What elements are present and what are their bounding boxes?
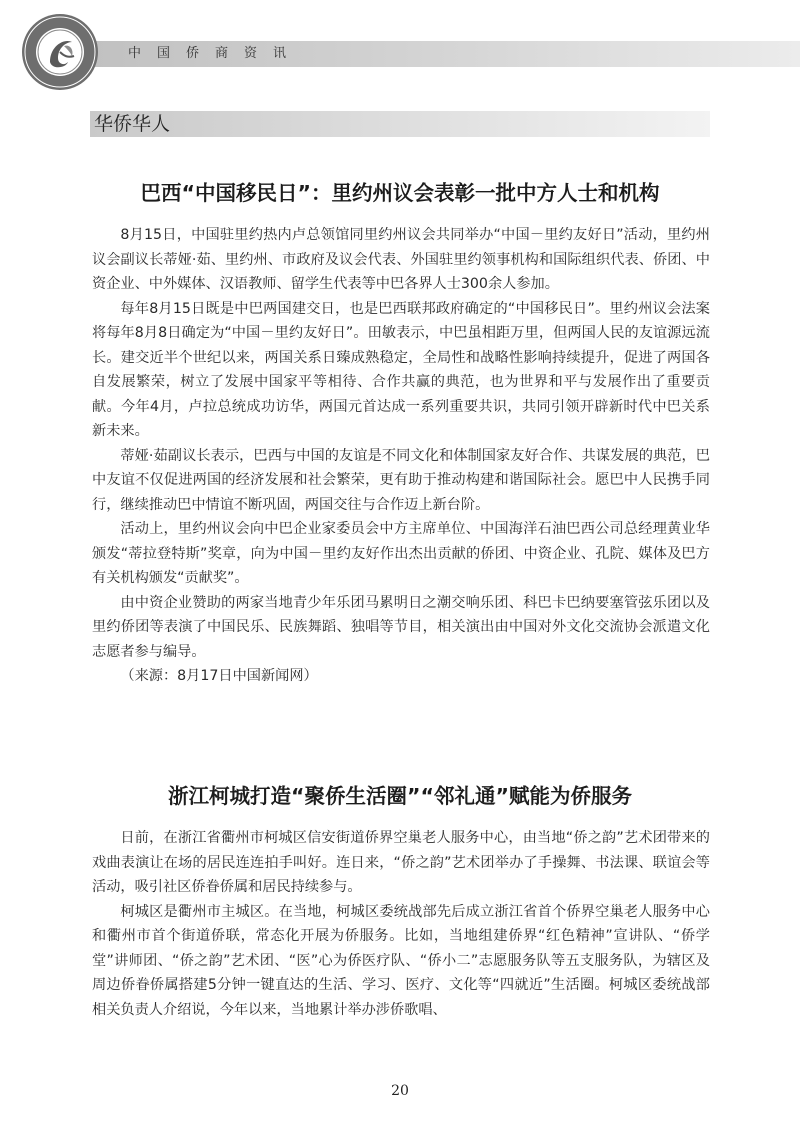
- section-title: 华侨华人: [94, 113, 171, 135]
- article-2-body: [92, 826, 710, 1022]
- article-2-paragraph-2: 柯城区是衢州市主城区。在当地，柯城区委统战部先后成立浙江省首个侨界空巢老人服务中心和衢州市首个街道侨联，常态化开展为侨服务。比如，当地组建侨界“红色精神”宣讲队、“侨学堂”讲师团、“侨之韵”艺术团、“医”心为侨医疗队、“侨小二”志愿服务队等五支服务队，为辖区及周边侨眷侨属搭建5分钟一键直达的生活、学习、医疗、文化等“四就近”生活圈。柯城区委统战部相关负责人介绍说，今年以来，当地累计举办涉侨歌唱、: [92, 903, 710, 1018]
- article-1-paragraph-4: 活动上，里约州议会向中巴企业家委员会中方主席单位、中国海洋石油巴西公司总经理黄业华颁发“蒂拉登特斯”奖章，向为中国－里约友好作出杰出贡献的侨团、中资企业、孔院、媒体及巴方有关机构颁发“贡献奖”。: [92, 521, 710, 586]
- header-title: 中国侨商资讯: [128, 46, 303, 61]
- page-number: 20: [391, 1083, 409, 1099]
- article-1-paragraph-5: 由中资企业赞助的两家当地青少年乐团马累明日之潮交响乐团、科巴卡巴纳要塞管弦乐团以及里约侨团等表演了中国民乐、民族舞蹈、独唱等节目，相关演出由中国对外文化交流协会派遣文化志愿者参与编导。: [92, 594, 710, 660]
- article-1-body: [92, 223, 710, 689]
- article-1-paragraph-3: 蒂娅·茹副议长表示，巴西与中国的友谊是不同文化和体制国家友好合作、共谋发展的典范，巴中友谊不仅促进两国的经济发展和社会繁荣，更有助于推动构建和谐国际社会。愿巴中人民携手同行，继续推动巴中情谊不断巩固，两国交往与合作迈上新台阶。: [92, 447, 710, 513]
- article-1-title: 巴西“中国移民日”：里约州议会表彰一批中方人士和机构: [140, 181, 660, 205]
- article-2-title: 浙江柯城打造“聚侨生活圈”“邻礼通”赋能为侨服务: [168, 784, 632, 808]
- article-1-source: （来源：8月17日中国新闻网）: [120, 668, 318, 684]
- section-bar: [90, 111, 710, 137]
- article-1-paragraph-1: 8月15日，中国驻里约热内卢总领馆同里约州议会共同举办“中国－里约友好日”活动，里约州议会副议长蒂娅·茹、里约州、市政府及议会代表、外国驻里约领事机构和国际组织代表、侨团、中资企业、中外媒体、汉语教师、留学生代表等中巴各界人士300余人参加。: [92, 227, 710, 292]
- publication-logo: [20, 12, 100, 92]
- article-2-paragraph-1: 日前，在浙江省衢州市柯城区信安街道侨界空巢老人服务中心，由当地“侨之韵”艺术团带来的戏曲表演让在场的居民连连拍手叫好。连日来，“侨之韵”艺术团举办了手操舞、书法课、联谊会等活动，吸引社区侨眷侨属和居民持续参与。: [92, 830, 710, 895]
- article-1-paragraph-2: 每年8月15日既是中巴两国建交日，也是巴西联邦政府确定的“中国移民日”。里约州议会法案将每年8月8日确定为“中国－里约友好日”。田敏表示，中巴虽相距万里，但两国人民的友谊源远流长。建交近半个世纪以来，两国关系日臻成熟稳定，全局性和战略性影响持续提升，促进了两国各自发展繁荣，树立了发展中国家平等相待、合作共赢的典范，也为世界和平与发展作出了重要贡献。今年4月，卢拉总统成功访华，两国元首达成一系列重要共识，共同引领开辟新时代中巴关系新未来。: [92, 300, 710, 439]
